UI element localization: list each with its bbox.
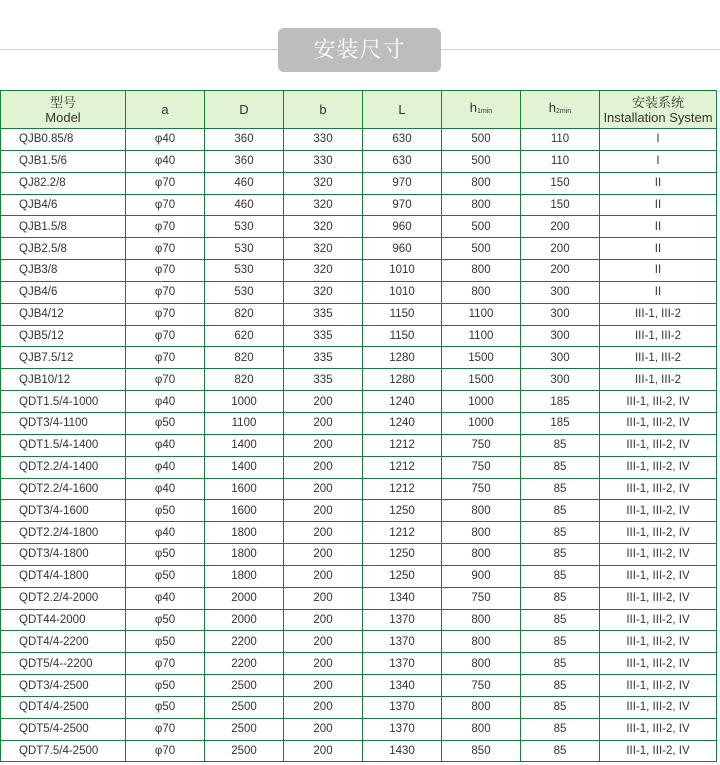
cell-l: 1340	[363, 675, 442, 697]
cell-installation-system: III-1, III-2, IV	[600, 565, 717, 587]
cell-h2min: 85	[521, 478, 600, 500]
section-title: 安装尺寸	[278, 28, 441, 72]
cell-d: 1800	[205, 544, 284, 566]
table-row	[1, 369, 717, 391]
cell-h2min: 85	[521, 740, 600, 762]
cell-h1min: 750	[442, 478, 521, 500]
cell-d: 1600	[205, 478, 284, 500]
cell-h2min: 300	[521, 369, 600, 391]
cell-model: QJB1.5/8	[1, 216, 126, 238]
cell-l: 1010	[363, 281, 442, 303]
cell-b: 200	[284, 456, 363, 478]
cell-model: QDT3/4-1600	[1, 500, 126, 522]
cell-h1min: 1500	[442, 369, 521, 391]
cell-h1min: 800	[442, 631, 521, 653]
cell-h2min: 85	[521, 587, 600, 609]
header-model-cn: 型号	[49, 94, 76, 110]
cell-h1min: 800	[442, 653, 521, 675]
header-b: b	[284, 91, 363, 129]
cell-model: QDT2.2/4-1800	[1, 522, 126, 544]
cell-h2min: 85	[521, 565, 600, 587]
cell-h2min: 200	[521, 216, 600, 238]
cell-b: 200	[284, 696, 363, 718]
cell-model: QJB4/12	[1, 303, 126, 325]
table-header-row	[1, 91, 717, 129]
cell-l: 630	[363, 150, 442, 172]
cell-h1min: 750	[442, 456, 521, 478]
cell-h1min: 800	[442, 609, 521, 631]
cell-h2min: 85	[521, 522, 600, 544]
cell-d: 1000	[205, 391, 284, 413]
cell-a: φ50	[126, 696, 205, 718]
cell-l: 960	[363, 216, 442, 238]
header-system-en: Installation System	[603, 109, 713, 125]
table-row	[1, 565, 717, 587]
cell-h2min: 185	[521, 391, 600, 413]
cell-h1min: 800	[442, 718, 521, 740]
cell-h2min: 300	[521, 347, 600, 369]
table-row	[1, 718, 717, 740]
table-row	[1, 129, 717, 151]
cell-b: 200	[284, 609, 363, 631]
cell-model: QDT3/4-1100	[1, 412, 126, 434]
cell-h1min: 500	[442, 238, 521, 260]
cell-h2min: 85	[521, 456, 600, 478]
cell-model: QDT1.5/4-1400	[1, 434, 126, 456]
cell-l: 1250	[363, 500, 442, 522]
header-installation-system	[600, 91, 717, 129]
cell-a: φ40	[126, 129, 205, 151]
cell-h1min: 750	[442, 675, 521, 697]
cell-b: 335	[284, 303, 363, 325]
cell-b: 320	[284, 216, 363, 238]
cell-installation-system: I	[600, 150, 717, 172]
table-row	[1, 653, 717, 675]
table-row	[1, 478, 717, 500]
cell-l: 1250	[363, 544, 442, 566]
cell-d: 530	[205, 281, 284, 303]
cell-d: 2200	[205, 631, 284, 653]
cell-b: 335	[284, 347, 363, 369]
header-h2-label: h	[548, 100, 557, 115]
cell-h1min: 750	[442, 587, 521, 609]
table-row	[1, 522, 717, 544]
cell-d: 2500	[205, 718, 284, 740]
cell-installation-system: III-1, III-2, IV	[600, 391, 717, 413]
cell-a: φ70	[126, 260, 205, 282]
cell-h2min: 110	[521, 129, 600, 151]
cell-d: 820	[205, 369, 284, 391]
cell-b: 335	[284, 369, 363, 391]
table-row	[1, 281, 717, 303]
cell-a: φ50	[126, 500, 205, 522]
cell-h2min: 85	[521, 631, 600, 653]
cell-l: 1370	[363, 696, 442, 718]
cell-a: φ50	[126, 675, 205, 697]
cell-b: 320	[284, 281, 363, 303]
cell-h2min: 300	[521, 325, 600, 347]
cell-l: 1150	[363, 303, 442, 325]
cell-model: QDT1.5/4-1000	[1, 391, 126, 413]
cell-installation-system: III-1, III-2, IV	[600, 631, 717, 653]
cell-a: φ70	[126, 216, 205, 238]
cell-d: 2200	[205, 653, 284, 675]
table-row	[1, 609, 717, 631]
cell-d: 530	[205, 216, 284, 238]
header-model	[1, 91, 126, 129]
cell-l: 1370	[363, 609, 442, 631]
cell-a: φ40	[126, 434, 205, 456]
cell-d: 1100	[205, 412, 284, 434]
cell-a: φ50	[126, 412, 205, 434]
cell-a: φ40	[126, 456, 205, 478]
cell-h2min: 85	[521, 544, 600, 566]
cell-h2min: 300	[521, 281, 600, 303]
table-row	[1, 216, 717, 238]
header-a: a	[126, 91, 205, 129]
cell-b: 200	[284, 587, 363, 609]
cell-a: φ70	[126, 325, 205, 347]
cell-h2min: 200	[521, 260, 600, 282]
cell-installation-system: III-1, III-2, IV	[600, 587, 717, 609]
cell-b: 200	[284, 478, 363, 500]
cell-b: 200	[284, 631, 363, 653]
cell-installation-system: III-1, III-2, IV	[600, 675, 717, 697]
table-row	[1, 675, 717, 697]
table-row	[1, 631, 717, 653]
cell-h2min: 85	[521, 718, 600, 740]
cell-h2min: 110	[521, 150, 600, 172]
cell-b: 200	[284, 522, 363, 544]
cell-l: 1280	[363, 369, 442, 391]
cell-installation-system: II	[600, 238, 717, 260]
cell-h1min: 1100	[442, 303, 521, 325]
table-row	[1, 587, 717, 609]
cell-d: 620	[205, 325, 284, 347]
cell-installation-system: III-1, III-2, IV	[600, 718, 717, 740]
cell-l: 1240	[363, 391, 442, 413]
cell-installation-system: III-1, III-2, IV	[600, 500, 717, 522]
table-row	[1, 238, 717, 260]
cell-h1min: 800	[442, 260, 521, 282]
cell-d: 2500	[205, 675, 284, 697]
cell-h2min: 300	[521, 303, 600, 325]
cell-l: 1010	[363, 260, 442, 282]
header-h1-sub: 1min	[477, 108, 493, 115]
cell-h2min: 85	[521, 653, 600, 675]
table-body	[1, 129, 717, 762]
cell-d: 530	[205, 260, 284, 282]
cell-b: 200	[284, 740, 363, 762]
cell-h1min: 1500	[442, 347, 521, 369]
cell-model: QDT4/4-1800	[1, 565, 126, 587]
cell-model: QJB0.85/8	[1, 129, 126, 151]
cell-installation-system: III-1, III-2, IV	[600, 740, 717, 762]
cell-l: 1212	[363, 478, 442, 500]
cell-a: φ70	[126, 238, 205, 260]
cell-h1min: 1000	[442, 412, 521, 434]
cell-model: QDT2.2/4-1600	[1, 478, 126, 500]
cell-a: φ70	[126, 172, 205, 194]
cell-d: 2500	[205, 740, 284, 762]
cell-d: 2500	[205, 696, 284, 718]
header-model-en: Model	[45, 109, 81, 125]
cell-model: QJB2.5/8	[1, 238, 126, 260]
cell-d: 460	[205, 194, 284, 216]
cell-l: 1430	[363, 740, 442, 762]
cell-l: 1212	[363, 522, 442, 544]
cell-b: 200	[284, 391, 363, 413]
cell-a: φ40	[126, 391, 205, 413]
cell-b: 320	[284, 260, 363, 282]
cell-h1min: 800	[442, 544, 521, 566]
cell-d: 1600	[205, 500, 284, 522]
cell-h1min: 850	[442, 740, 521, 762]
cell-h1min: 750	[442, 434, 521, 456]
header-h2-sub: 2min	[556, 108, 572, 115]
cell-h1min: 900	[442, 565, 521, 587]
cell-a: φ70	[126, 347, 205, 369]
cell-a: φ70	[126, 653, 205, 675]
header-h2min	[521, 91, 600, 129]
cell-installation-system: III-1, III-2, IV	[600, 478, 717, 500]
table-row	[1, 740, 717, 762]
cell-h1min: 1100	[442, 325, 521, 347]
cell-b: 200	[284, 544, 363, 566]
cell-a: φ70	[126, 303, 205, 325]
cell-l: 630	[363, 129, 442, 151]
cell-a: φ50	[126, 544, 205, 566]
cell-a: φ50	[126, 565, 205, 587]
cell-l: 1280	[363, 347, 442, 369]
cell-d: 1800	[205, 522, 284, 544]
table-row	[1, 456, 717, 478]
cell-model: QJB3/8	[1, 260, 126, 282]
cell-installation-system: III-1, III-2, IV	[600, 434, 717, 456]
header-h1-label: h	[469, 100, 478, 115]
cell-a: φ70	[126, 718, 205, 740]
table-row	[1, 325, 717, 347]
cell-a: φ40	[126, 478, 205, 500]
cell-installation-system: II	[600, 216, 717, 238]
cell-b: 330	[284, 129, 363, 151]
cell-d: 360	[205, 129, 284, 151]
cell-a: φ70	[126, 369, 205, 391]
cell-model: QDT3/4-1800	[1, 544, 126, 566]
cell-h1min: 800	[442, 500, 521, 522]
cell-installation-system: II	[600, 281, 717, 303]
cell-l: 960	[363, 238, 442, 260]
cell-installation-system: III-1, III-2, IV	[600, 456, 717, 478]
cell-model: QJ82.2/8	[1, 172, 126, 194]
cell-b: 200	[284, 653, 363, 675]
cell-a: φ50	[126, 631, 205, 653]
cell-h1min: 1000	[442, 391, 521, 413]
header-h1min	[442, 91, 521, 129]
cell-b: 200	[284, 412, 363, 434]
cell-h1min: 500	[442, 129, 521, 151]
cell-model: QDT44-2000	[1, 609, 126, 631]
cell-model: QJB7.5/12	[1, 347, 126, 369]
cell-l: 970	[363, 172, 442, 194]
cell-a: φ70	[126, 194, 205, 216]
cell-b: 200	[284, 675, 363, 697]
cell-h2min: 200	[521, 238, 600, 260]
cell-installation-system: III-1, III-2, IV	[600, 609, 717, 631]
cell-installation-system: III-1, III-2	[600, 303, 717, 325]
cell-b: 320	[284, 238, 363, 260]
cell-d: 1800	[205, 565, 284, 587]
cell-installation-system: II	[600, 172, 717, 194]
cell-model: QDT7.5/4-2500	[1, 740, 126, 762]
cell-l: 1370	[363, 718, 442, 740]
table-row	[1, 500, 717, 522]
table-row	[1, 347, 717, 369]
cell-b: 200	[284, 718, 363, 740]
cell-d: 530	[205, 238, 284, 260]
table-row	[1, 260, 717, 282]
cell-b: 335	[284, 325, 363, 347]
cell-installation-system: I	[600, 129, 717, 151]
cell-l: 970	[363, 194, 442, 216]
table-row	[1, 544, 717, 566]
cell-installation-system: III-1, III-2, IV	[600, 544, 717, 566]
cell-installation-system: III-1, III-2	[600, 325, 717, 347]
table-row	[1, 412, 717, 434]
cell-model: QJB10/12	[1, 369, 126, 391]
cell-a: φ40	[126, 522, 205, 544]
cell-a: φ50	[126, 609, 205, 631]
cell-h1min: 800	[442, 194, 521, 216]
cell-b: 320	[284, 194, 363, 216]
cell-h2min: 150	[521, 172, 600, 194]
cell-h1min: 800	[442, 522, 521, 544]
cell-model: QDT5/4--2200	[1, 653, 126, 675]
cell-l: 1370	[363, 653, 442, 675]
cell-installation-system: II	[600, 260, 717, 282]
table-row	[1, 434, 717, 456]
cell-d: 1400	[205, 456, 284, 478]
cell-h1min: 800	[442, 281, 521, 303]
cell-a: φ70	[126, 740, 205, 762]
cell-model: QDT2.2/4-1400	[1, 456, 126, 478]
cell-h1min: 500	[442, 150, 521, 172]
cell-model: QDT4/4-2200	[1, 631, 126, 653]
installation-dimensions-table	[0, 90, 717, 762]
cell-installation-system: III-1, III-2	[600, 369, 717, 391]
cell-model: QDT5/4-2500	[1, 718, 126, 740]
cell-installation-system: III-1, III-2, IV	[600, 653, 717, 675]
cell-d: 360	[205, 150, 284, 172]
cell-b: 330	[284, 150, 363, 172]
cell-model: QJB4/6	[1, 194, 126, 216]
header-d: D	[205, 91, 284, 129]
cell-l: 1212	[363, 456, 442, 478]
cell-d: 2000	[205, 609, 284, 631]
cell-b: 320	[284, 172, 363, 194]
header-l: L	[363, 91, 442, 129]
cell-a: φ70	[126, 281, 205, 303]
cell-h1min: 800	[442, 696, 521, 718]
cell-h2min: 85	[521, 696, 600, 718]
cell-model: QJB1.5/6	[1, 150, 126, 172]
cell-l: 1250	[363, 565, 442, 587]
cell-model: QJB4/6	[1, 281, 126, 303]
cell-l: 1340	[363, 587, 442, 609]
table-row	[1, 391, 717, 413]
cell-b: 200	[284, 434, 363, 456]
cell-installation-system: II	[600, 194, 717, 216]
cell-model: QDT3/4-2500	[1, 675, 126, 697]
cell-d: 1400	[205, 434, 284, 456]
table-row	[1, 150, 717, 172]
table-row	[1, 303, 717, 325]
cell-installation-system: III-1, III-2, IV	[600, 412, 717, 434]
table-row	[1, 194, 717, 216]
cell-a: φ40	[126, 150, 205, 172]
cell-h2min: 85	[521, 500, 600, 522]
cell-l: 1150	[363, 325, 442, 347]
cell-installation-system: III-1, III-2	[600, 347, 717, 369]
header-system-cn: 安装系统	[631, 94, 684, 110]
cell-l: 1370	[363, 631, 442, 653]
cell-d: 460	[205, 172, 284, 194]
cell-h2min: 150	[521, 194, 600, 216]
cell-h1min: 800	[442, 172, 521, 194]
cell-l: 1240	[363, 412, 442, 434]
cell-l: 1212	[363, 434, 442, 456]
cell-b: 200	[284, 565, 363, 587]
cell-h1min: 500	[442, 216, 521, 238]
cell-d: 2000	[205, 587, 284, 609]
cell-d: 820	[205, 303, 284, 325]
cell-model: QDT2.2/4-2000	[1, 587, 126, 609]
cell-h2min: 85	[521, 434, 600, 456]
cell-installation-system: III-1, III-2, IV	[600, 696, 717, 718]
cell-h2min: 185	[521, 412, 600, 434]
cell-a: φ40	[126, 587, 205, 609]
cell-h2min: 85	[521, 675, 600, 697]
cell-b: 200	[284, 500, 363, 522]
table-row	[1, 696, 717, 718]
cell-model: QDT4/4-2500	[1, 696, 126, 718]
cell-d: 820	[205, 347, 284, 369]
cell-h2min: 85	[521, 609, 600, 631]
cell-model: QJB5/12	[1, 325, 126, 347]
table-row	[1, 172, 717, 194]
cell-installation-system: III-1, III-2, IV	[600, 522, 717, 544]
